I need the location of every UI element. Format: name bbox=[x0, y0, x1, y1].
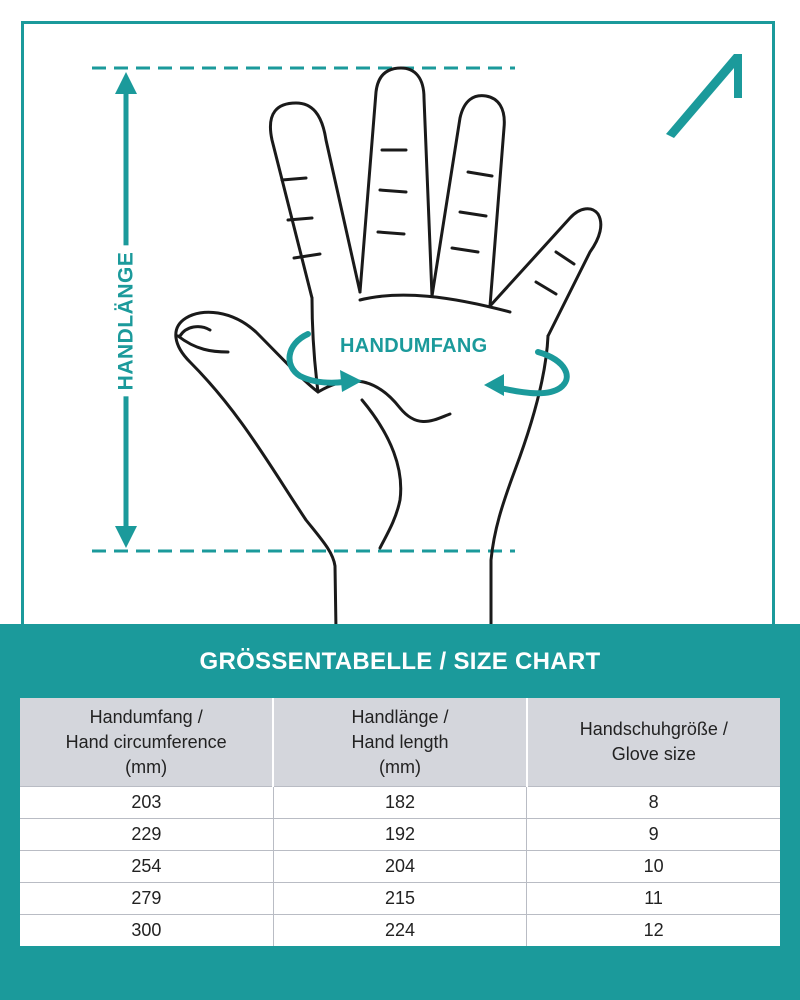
glove-size-cell: 10 bbox=[527, 851, 780, 883]
column-header-circumference: Handumfang / Hand circumference (mm) bbox=[20, 698, 273, 787]
table-header-row bbox=[20, 698, 780, 787]
brand-logo-icon bbox=[662, 46, 752, 140]
circumference-cell: 279 bbox=[20, 883, 273, 915]
column-header-length: Handlänge / Hand length (mm) bbox=[273, 698, 526, 787]
hand-circumference-label: HANDUMFANG bbox=[340, 335, 488, 357]
size-chart-title: GRÖSSENTABELLE / SIZE CHART bbox=[199, 648, 601, 675]
circumference-cell: 300 bbox=[20, 915, 273, 947]
glove-size-cell: 12 bbox=[527, 915, 780, 947]
length-cell: 204 bbox=[273, 851, 526, 883]
length-cell: 192 bbox=[273, 819, 526, 851]
circumference-cell: 254 bbox=[20, 851, 273, 883]
table-row bbox=[20, 915, 780, 947]
length-cell: 224 bbox=[273, 915, 526, 947]
glove-size-cell: 9 bbox=[527, 819, 780, 851]
table-row bbox=[20, 819, 780, 851]
table-row bbox=[20, 883, 780, 915]
arrow-head-left bbox=[340, 370, 362, 392]
glove-size-cell: 8 bbox=[527, 787, 780, 819]
arrow-head-right bbox=[484, 374, 504, 396]
length-cell: 215 bbox=[273, 883, 526, 915]
table-row bbox=[20, 851, 780, 883]
circumference-cell: 203 bbox=[20, 787, 273, 819]
table-row bbox=[20, 787, 780, 819]
column-header-glove-size: Handschuhgröße / Glove size bbox=[527, 698, 780, 787]
glove-size-cell: 11 bbox=[527, 883, 780, 915]
circumference-cell: 229 bbox=[20, 819, 273, 851]
hand-length-label: HANDLÄNGE bbox=[104, 246, 148, 396]
size-table bbox=[20, 698, 780, 946]
length-cell: 182 bbox=[273, 787, 526, 819]
